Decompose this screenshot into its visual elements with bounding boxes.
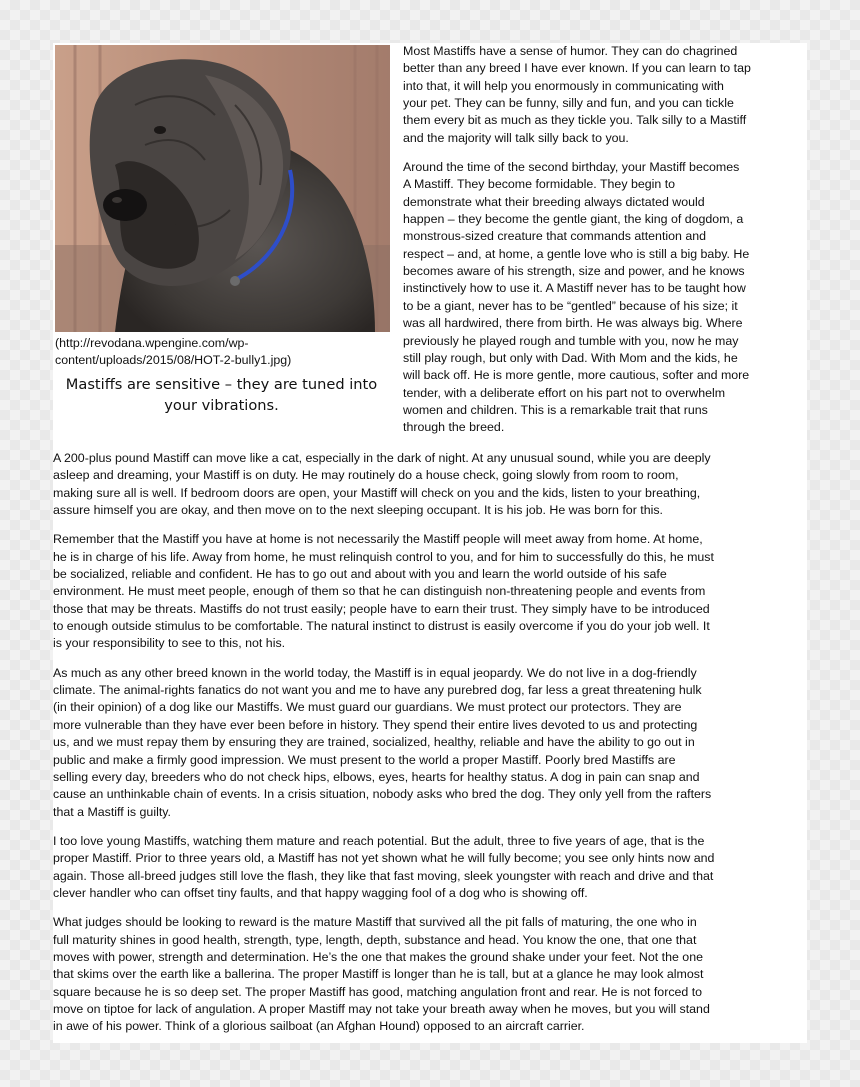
text-line: again. Those all-breed judges still love the flash, they like that fast moving, sleek youngster with reach and drive and that bbox=[53, 868, 714, 883]
url-line: (http://revodana.wpengine.com/wp- bbox=[55, 336, 249, 350]
text-line: he is in charge of his life. Away from home, he must relinquish control to you, and for him to successfully do this, he must bbox=[53, 549, 714, 564]
right-column bbox=[403, 43, 808, 437]
paragraph-young-mastiffs bbox=[53, 833, 807, 902]
text-line: more vulnerable than they have ever been before in history. They spend their entire lives devoted to us and protecting bbox=[53, 717, 698, 732]
text-line: Remember that the Mastiff you have at home is not necessarily the Mastiff people will meet away from home. At home, bbox=[53, 532, 703, 547]
text-line: selling every day, breeders who do not check hips, elbows, eyes, hearts for healthy status. A dog in pain can snap and bbox=[53, 769, 700, 784]
mastiff-photo bbox=[55, 45, 390, 332]
text-line: your pet. They can be funny, silly and fun, and you can tickle bbox=[403, 96, 734, 111]
image-source-url bbox=[55, 335, 395, 369]
text-line: full maturity shines in good health, strength, type, length, depth, substance and head. You know the one, that one that bbox=[53, 932, 697, 947]
full-width-text bbox=[53, 450, 807, 1036]
caption-line: your vibrations. bbox=[164, 397, 279, 414]
text-line: them every bit as much as they tickle you. Talk silly to a Mastiff bbox=[403, 113, 747, 128]
text-line: through the breed. bbox=[403, 420, 505, 435]
text-line: climate. The animal-rights fanatics do not want you and me to have any purebred dog, far less a great threatening hulk bbox=[53, 683, 702, 698]
url-line: content/uploads/2015/08/HOT-2-bully1.jpg) bbox=[55, 353, 292, 367]
text-line: A 200-plus pound Mastiff can move like a cat, especially in the dark of night. At any unusual sound, while you are deeply bbox=[53, 451, 711, 465]
text-line: tender, with a deliberate effort on his part not to overwhelm bbox=[403, 385, 726, 400]
text-line: assure himself you are okay, and then move on to the next sleeping occupant. It is his job. He was born for this. bbox=[53, 503, 663, 518]
text-line: asleep and dreaming, your Mastiff is on duty. He may routinely do a house check, going slowly from room to room, bbox=[53, 468, 679, 483]
text-line: A Mastiff. They become formidable. They begin to bbox=[403, 177, 676, 192]
text-line: Most Mastiffs have a sense of humor. They can do chagrined bbox=[403, 44, 738, 58]
text-line: clever handler who can offset tiny faults, and that happy wagging fool of a dog who is showing off. bbox=[53, 885, 588, 900]
text-line: (in their opinion) of a dog like our Mastiffs. We must guard our guardians. We must protect our protectors. They are bbox=[53, 700, 682, 715]
text-line: be socialized, reliable and confident. He has to go out and about with you and learn the world outside of his safe bbox=[53, 567, 667, 582]
text-line: happen – they become the gentle giant, the king of dogdom, a bbox=[403, 212, 744, 227]
text-line: still play rough, but only with Dad. With Mom and the kids, he bbox=[403, 350, 738, 365]
text-line: becomes aware of his strength, size and power, and he knows bbox=[403, 264, 745, 279]
text-line: to enough outside stimulus to be comfortable. The natural instinct to distrust is easily overcome if you do your job well. It bbox=[53, 619, 710, 634]
text-line: was all hardwired, there from birth. He was always big. Where bbox=[403, 316, 743, 331]
text-line: will back off. He is more gentle, more cautious, softer and more bbox=[403, 368, 750, 383]
text-line: is your responsibility to see to this, not his. bbox=[53, 636, 286, 651]
text-line: public and make a firmly good impression. We must present to the world a proper Mastiff. Poorly bred Mastiffs are bbox=[53, 752, 676, 767]
text-line: in awe of his power. Think of a glorious sailboat (an Afghan Hound) opposed to an aircraft carrier. bbox=[53, 1019, 585, 1034]
text-line: As much as any other breed known in the world today, the Mastiff is in equal jeopardy. We do not live in a dog-friendly bbox=[53, 665, 697, 680]
text-line: environment. He must meet people, enough of them so that he can distinguish non-threatening people and events from bbox=[53, 584, 706, 599]
mastiff-dog-image bbox=[55, 45, 390, 332]
paragraph-away-from-home bbox=[53, 531, 807, 652]
text-line: better than any breed I have ever known. If you can learn to tap bbox=[403, 61, 751, 76]
paragraph-second-birthday bbox=[403, 159, 808, 437]
paragraph-night-watch bbox=[53, 450, 807, 519]
text-line: move on tiptoe for lack of angulation. A proper Mastiff may not take your breath away when he moves, but you will stand bbox=[53, 1001, 710, 1016]
text-line: What judges should be looking to reward is the mature Mastiff that survived all the pit falls of maturing, the one who in bbox=[53, 915, 697, 930]
paragraph-humor bbox=[403, 43, 808, 147]
text-line: square because he is so deep set. The proper Mastiff has good, matching angulation front and rear. He is not forced to bbox=[53, 984, 703, 999]
text-line: cause an unthinkable chain of events. In a crisis situation, nobody asks who bred the dog. They only yell from the rafters bbox=[53, 787, 712, 802]
paragraph-judges bbox=[53, 914, 807, 1035]
text-line: into that, it will help you enormously in communicating with bbox=[403, 78, 724, 93]
text-line: monstrous-sized creature that commands attention and bbox=[403, 229, 707, 244]
text-line: Around the time of the second birthday, your Mastiff becomes bbox=[403, 160, 740, 175]
text-line: demonstrate what their breeding always dictated would bbox=[403, 194, 705, 209]
text-line: those that may be threats. Mastiffs do not trust easily; people have to earn their trust. They simply have to be introduced bbox=[53, 601, 710, 616]
caption-line: Mastiffs are sensitive – they are tuned into bbox=[65, 376, 378, 393]
text-line: that skims over the earth like a ballerina. The proper Mastiff is longer than he is tall, but at a glance he may look almost bbox=[53, 967, 704, 982]
text-line: making sure all is well. If bedroom doors are open, your Mastiff will check on you and the kids, listen to your breathing, bbox=[53, 485, 701, 500]
text-line: to be a giant, never has to be “gentled” because of his size; it bbox=[403, 298, 738, 313]
image-caption bbox=[53, 374, 390, 416]
text-line: women and children. This is a remarkable trait that runs bbox=[403, 402, 708, 417]
text-line: proper Mastiff. Prior to three years old, a Mastiff has not yet shown what he will fully become; you see only hints now and bbox=[53, 851, 715, 866]
text-line: instinctively how to use it. A Mastiff never has to be taught how bbox=[403, 281, 746, 296]
text-line: moves with power, strength and determination. He’s the one that makes the ground shake under your feet. Not the one bbox=[53, 949, 703, 964]
text-line: respect – and, at home, a gentle love who is still a big baby. He bbox=[403, 246, 750, 261]
text-line: previously he played rough and tumble with you, now he may bbox=[403, 333, 739, 348]
document-page bbox=[53, 43, 807, 1043]
paragraph-jeopardy bbox=[53, 665, 807, 821]
text-line: I too love young Mastiffs, watching them mature and reach potential. But the adult, three to five years of age, that is the bbox=[53, 833, 705, 848]
text-line: and the majority will talk silly back to you. bbox=[403, 130, 629, 145]
text-line: that a Mastiff is guilty. bbox=[53, 804, 171, 819]
text-line: us, and we must repay them by ensuring they are trained, socialized, healthy, reliable and have the ability to go out in bbox=[53, 735, 695, 750]
